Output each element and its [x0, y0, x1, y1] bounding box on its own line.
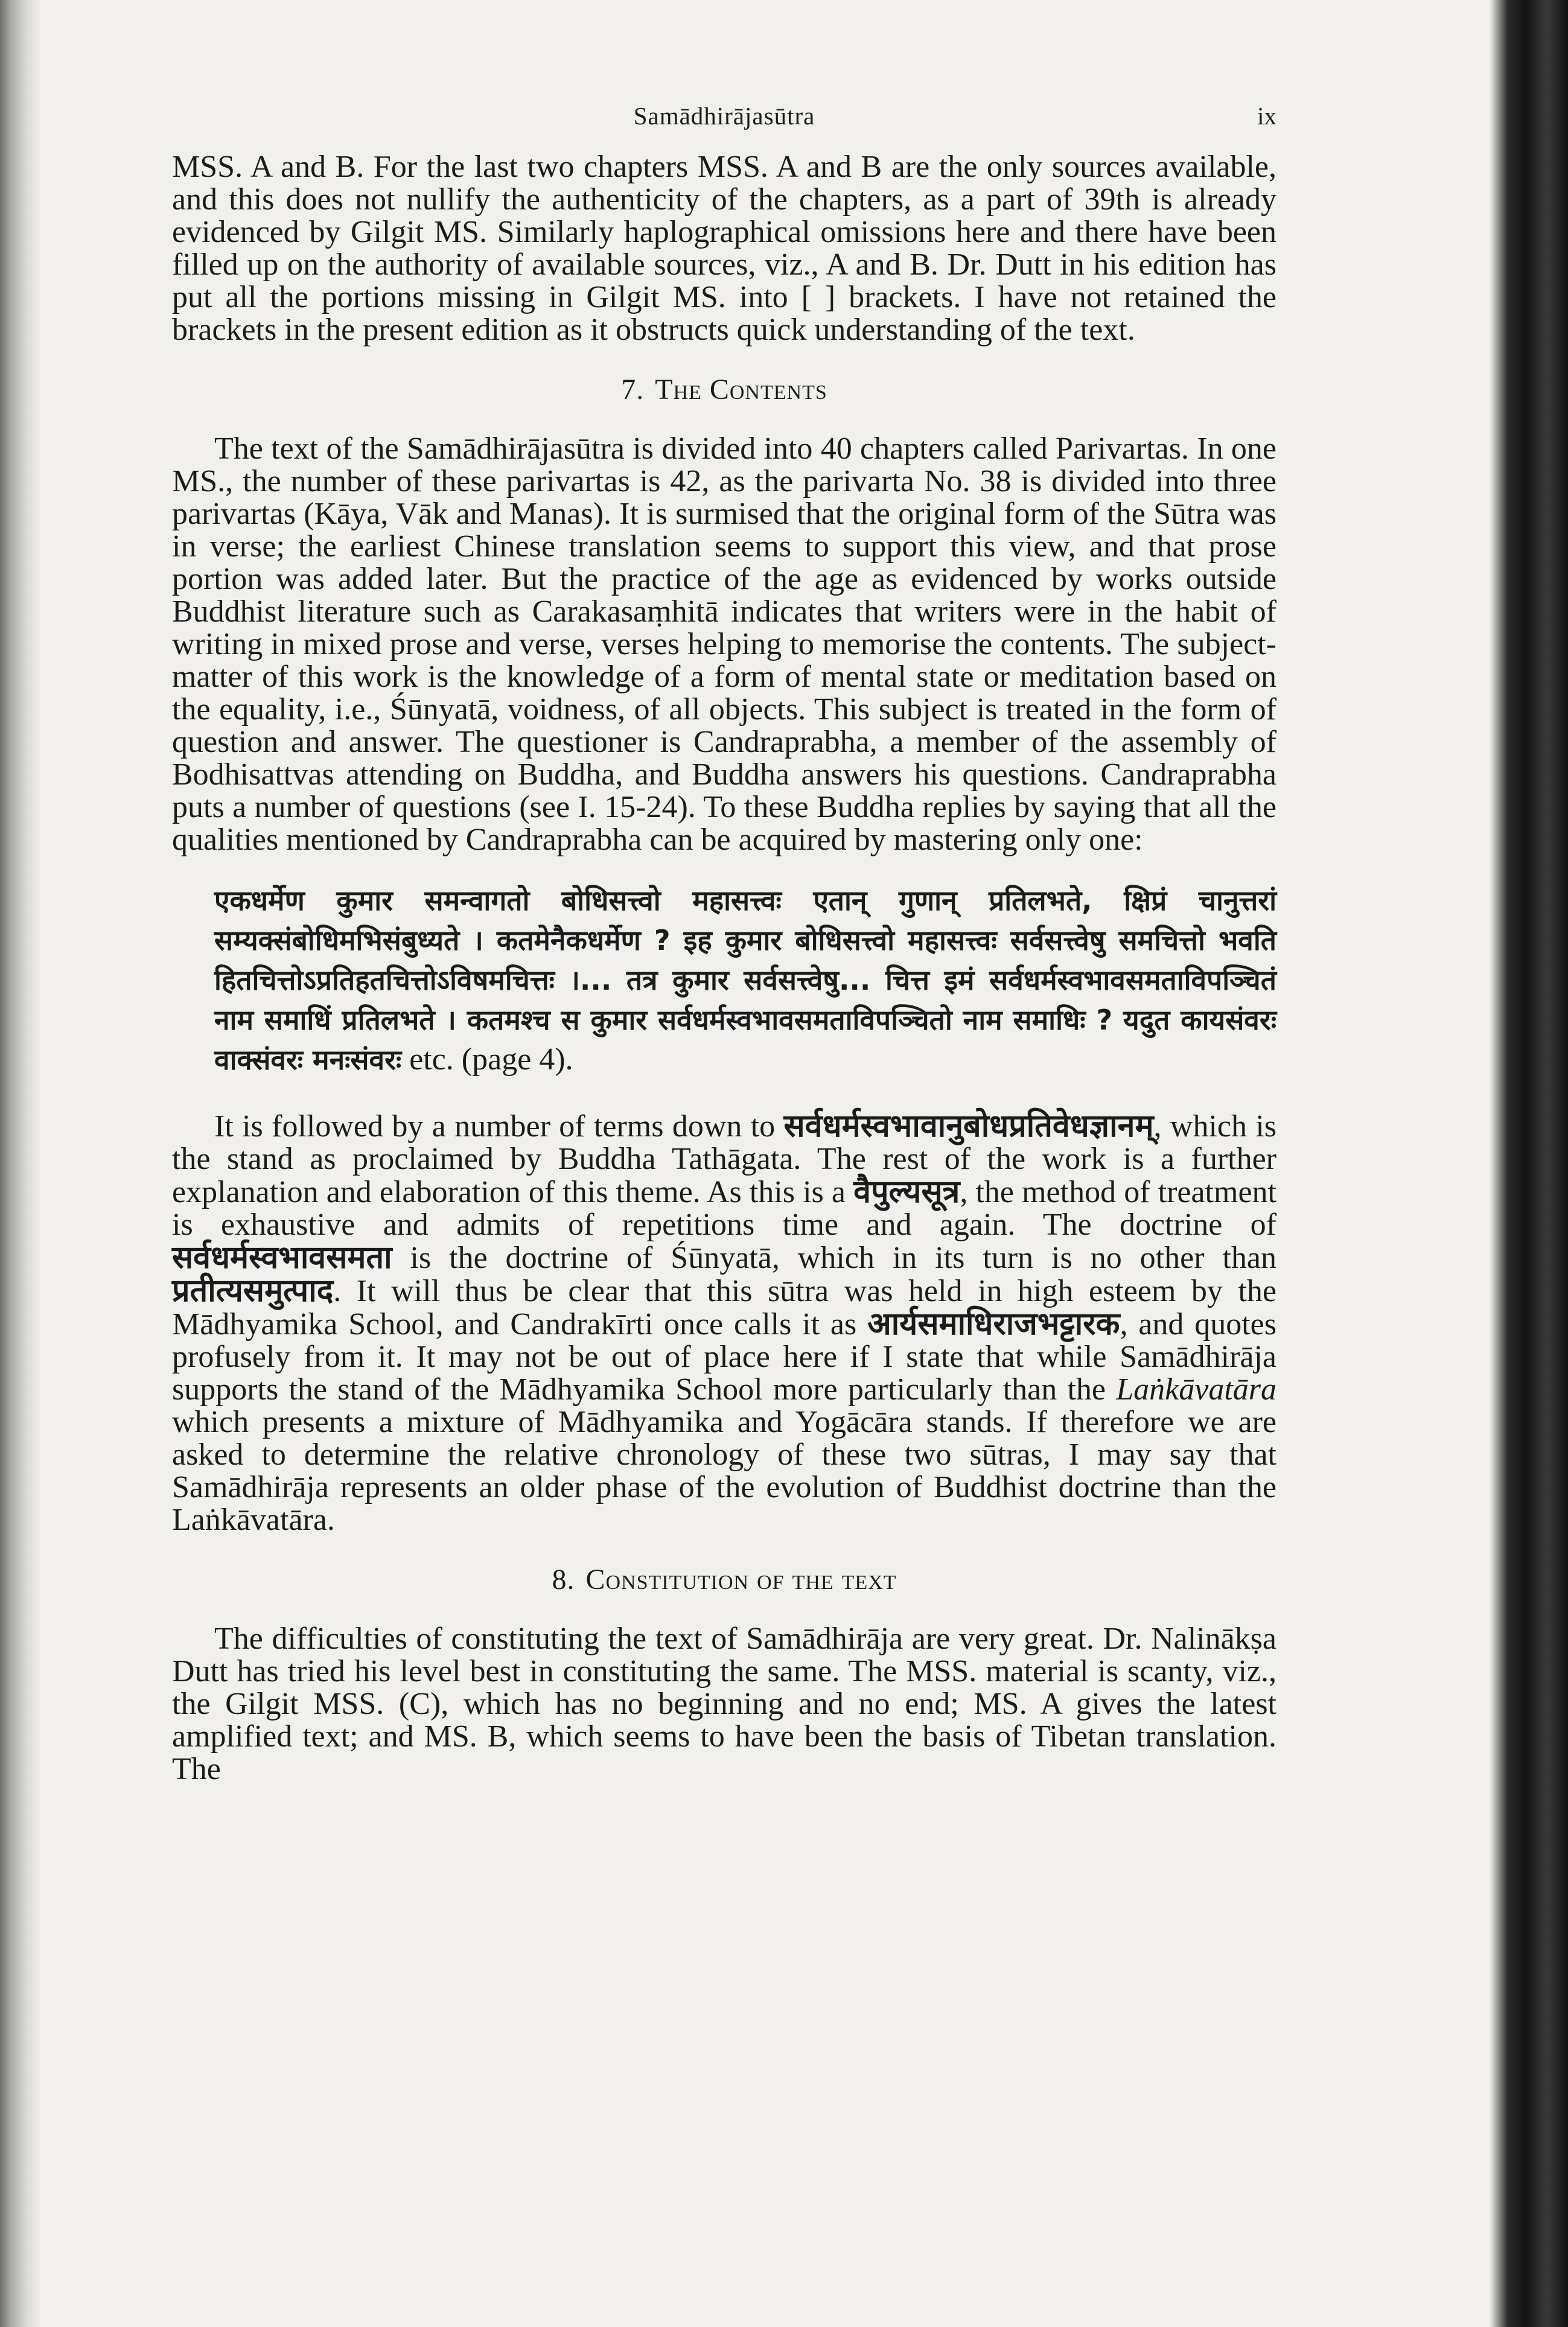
abbreviation-run: MS.	[974, 1687, 1027, 1721]
abbreviation-run: MSS.	[906, 1654, 977, 1689]
book-page	[172, 97, 1276, 1786]
text-run: The difficulties of constituting the text of Samādhirāja are very great. Dr. Nalinākṣa Dutt has tried his level best in constituting the same. The	[172, 1622, 1276, 1689]
text-run: The text of the Samādhirājasūtra is divided into 40 chapters called Parivartas. In one	[214, 431, 1276, 466]
text-run: A gives the latest amplified text; and	[172, 1687, 1277, 1754]
text-run: (C), which has no beginning and no end;	[384, 1687, 974, 1721]
text-run: A and B. For the last two chapters	[243, 150, 698, 184]
section-8-heading	[172, 1563, 1276, 1596]
page-number: ix	[1257, 102, 1276, 130]
text-run: , the method of treatment is exhaustive and admits of repetitions time and again. The doctrine of	[172, 1175, 1276, 1242]
abbreviation-run: MS.	[424, 1719, 477, 1754]
devanagari-term: सर्वधर्मस्वभावसमता	[172, 1240, 392, 1276]
page-binding-shadow	[0, 0, 42, 2327]
text-run: into [ ] brackets. I have not retained the brackets in the present edition as it obstructs quick understanding of the text.	[172, 280, 1277, 347]
devanagari-term: सर्वधर्मस्वभावानुबोधप्रतिवेधज्ञानम्	[783, 1108, 1154, 1144]
sanskrit-quote-reference: etc. (page 4).	[401, 1042, 573, 1077]
sanskrit-quotation	[172, 880, 1276, 1080]
section-8-number: 8.	[552, 1564, 575, 1596]
text-run: . It will thus be clear that this sūtra was held in high esteem by the Mādhyamika School, and Candrakīrti once calls it as	[172, 1274, 1276, 1342]
section-8-paragraph-1	[172, 1623, 1276, 1786]
text-run: is the doctrine of Śūnyatā, which in its turn is no other than	[392, 1241, 1276, 1275]
text-run: , which is the stand as proclaimed by Buddha Tathāgata. The rest of the work is a further explanation and elaboration of this theme. As this is a	[172, 1109, 1277, 1209]
devanagari-term: आर्यसमाधिराजभट्टारक	[867, 1306, 1120, 1342]
text-run: , and quotes profusely from it. It may not be out of place here if I state that while Samādhirāja supports the stand of the Mādhyamika School more particularly than the	[172, 1307, 1276, 1407]
section-7-paragraph-2	[172, 1110, 1276, 1536]
text-run: , the number of these parivartas is 42, as the parivarta No. 38 is divided into three parivartas (Kāya, Vāk and Manas). It is surmised that the original form of the Sūtra was in verse; the earliest Chinese translation seems to support this view, and that prose portion was added later. But the practice of the age as evidenced by works outside Buddhist literature such as Carakasaṃhitā indicates that writers were in the habit of writing in mixed prose and verse, verses helping to memorise the contents. The subject-matter of this work is the knowledge of a form of mental state or meditation based on the equality, i.e., Śūnyatā, voidness, of all objects. This subject is treated in the form of question and answer. The questioner is Candraprabha, a member of the assembly of Bodhisattvas attending on Buddha, and Buddha answers his questions. Candraprabha puts a number of questions (see I. 15-24). To these Buddha replies by saying that all the qualities mentioned by Candraprabha can be acquired by mastering only one:	[172, 464, 1276, 857]
section-7-heading	[172, 373, 1276, 406]
abbreviation-run: MS.	[672, 280, 726, 314]
abbreviation-run: MS.	[433, 215, 487, 249]
section-7-number: 7.	[621, 374, 645, 406]
abbreviation-run: MSS.	[172, 150, 243, 184]
abbreviation-run: MSS.	[697, 150, 768, 184]
section-7-paragraph-1	[172, 433, 1276, 856]
devanagari-term: प्रतीत्यसमुत्पाद	[172, 1273, 334, 1309]
section-7-title: The Contents	[655, 374, 827, 406]
running-header	[172, 97, 1276, 151]
text-run: A and B are the only sources available, and this does not nullify the authenticity of the chapters, as a part of 39th is already evidenced by Gilgit	[172, 150, 1277, 249]
sanskrit-quote-text: एकधर्मेण कुमार समन्वागतो बोधिसत्त्वो महासत्त्वः एतान् गुणान् प्रतिलभते, क्षिप्रं चानुत्तरां सम्यक्संबोधिमभिसंबुध्यते । कतमेनैकधर्मेण ? इह कुमार बोधिसत्त्वो महासत्त्वः सर्वसत्त्वेषु समचित्तो भवति हितचित्तोऽप्रतिहतचित्तोऽविषमचित्तः ।... तत्र कुमार सर्वसत्त्वेषु... चित्त इमं सर्वधर्मस्वभावसमताविपञ्चितं नाम समाधिं प्रतिलभते । कतमश्च स कुमार सर्वधर्मस्वभावसमताविपञ्चितो नाम समाधिः ? यदुत कायसंवरः वाक्संवरः मनःसंवरः	[214, 884, 1276, 1076]
italic-title: Laṅkāvatāra	[1116, 1372, 1276, 1407]
intro-paragraph	[172, 151, 1276, 346]
text-run: Similarly haplographical omissions here and there have been filled up on the authority of available sources, viz., A and B. Dr. Dutt in his edition has put all the portions missing in Gilgit	[172, 215, 1276, 314]
abbreviation-run: MS.	[172, 464, 226, 498]
devanagari-term: वैपुल्यसूत्र	[853, 1174, 960, 1210]
text-run: material is scanty, viz., the Gilgit	[172, 1654, 1276, 1721]
text-run: which presents a mixture of Mādhyamika and Yogācāra stands. If therefore we are asked to determine the relative chronology of these two sūtras, I may say that Samādhirāja represents an older phase of the evolution of Buddhist doctrine than the Laṅkāvatāra.	[172, 1405, 1276, 1537]
running-title: Samādhirājasūtra	[633, 102, 815, 130]
abbreviation-run: MSS.	[313, 1687, 384, 1721]
text-run: B, which seems to have been the basis of Tibetan translation. The	[172, 1719, 1276, 1786]
section-8-title: Constitution of the text	[585, 1564, 897, 1596]
text-run: It is followed by a number of terms down to	[214, 1109, 784, 1144]
page-edge-shadow	[1490, 0, 1568, 2327]
